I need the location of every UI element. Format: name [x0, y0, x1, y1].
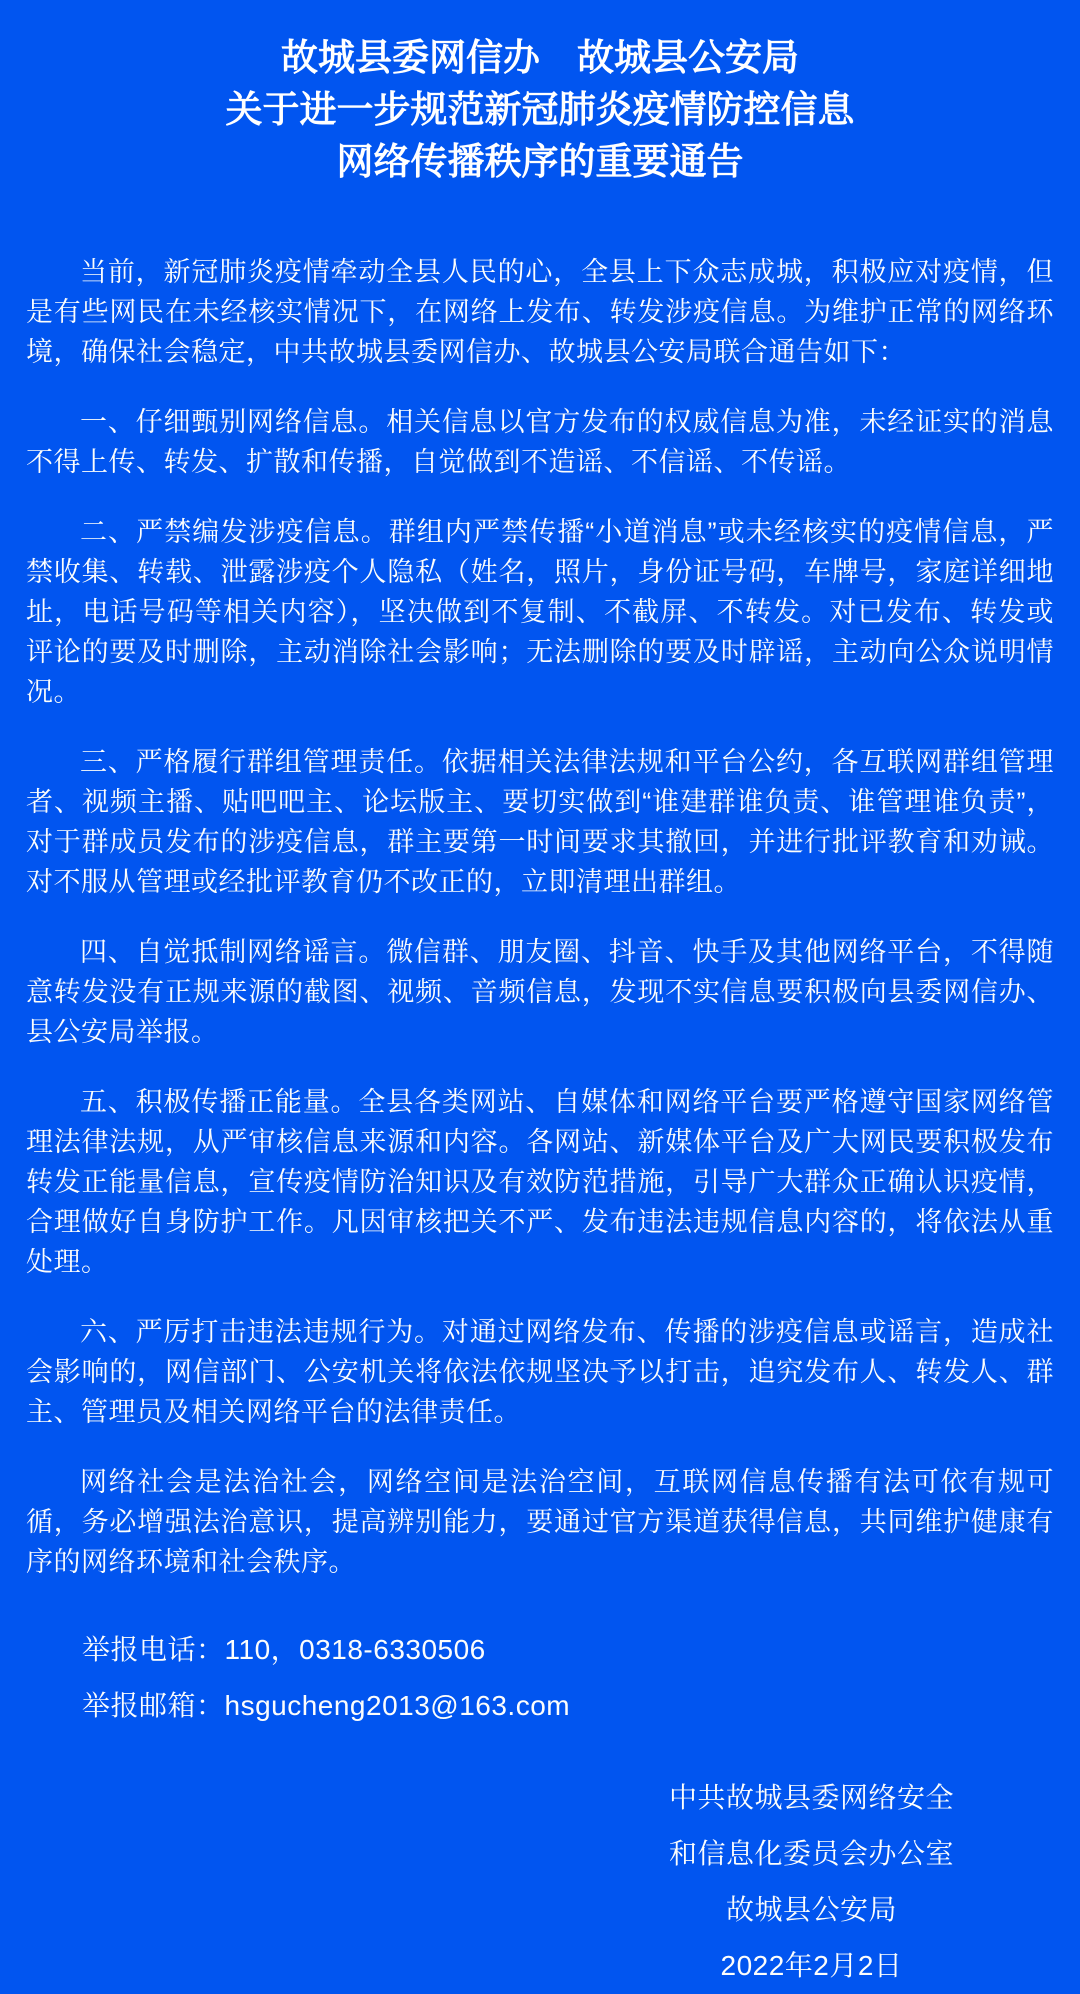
signature-date: 2022年2月2日 — [720, 1950, 903, 1981]
notice-item-3: 三、严格履行群组管理责任。依据相关法律法规和平台公约，各互联网群组管理者、视频主播、贴吧吧主、论坛版主、要切实做到“谁建群谁负责、谁管理谁负责”，对于群成员发布的涉疫信息，群主要第一时间要求其撤回，并进行批评教育和劝诫。对不服从管理或经批评教育仍不改正的，立即清理出群组。 — [26, 747, 1054, 897]
closing-paragraph: 网络社会是法治社会，网络空间是法治空间，互联网信息传播有法可依有规可循，务必增强法治意识，提高辨别能力，要通过官方渠道获得信息，共同维护健康有序的网络环境和社会秩序。 — [26, 1467, 1054, 1577]
notice-item-4: 四、自觉抵制网络谣言。微信群、朋友圈、抖音、快手及其他网络平台，不得随意转发没有正规来源的截图、视频、音频信息，发现不实信息要积极向县委网信办、县公安局举报。 — [26, 937, 1054, 1047]
document-title — [26, 32, 1054, 188]
notice-item-1: 一、仔细甄别网络信息。相关信息以官方发布的权威信息为准，未经证实的消息不得上传、转发、扩散和传播，自觉做到不造谣、不信谣、不传谣。 — [26, 407, 1054, 477]
signature-org-line-2: 和信息化委员会办公室 — [668, 1838, 954, 1869]
notice-item-5: 五、积极传播正能量。全县各类网站、自媒体和网络平台要严格遵守国家网络管理法律法规，从严审核信息来源和内容。各网站、新媒体平台及广大网民要积极发布转发正能量信息，宣传疫情防治知识及有效防范措施，引导广大群众正确认识疫情，合理做好自身防护工作。凡因审核把关不严、发布违法违规信息内容的，将依法从重处理。 — [26, 1087, 1054, 1277]
report-contact-block — [26, 1630, 1054, 1726]
title-line-issuers: 故城县委网信办 故城县公安局 — [281, 37, 799, 78]
signature-org-line-1: 中共故城县委网络安全 — [668, 1782, 954, 1813]
notice-item-2: 二、严禁编发涉疫信息。群组内严禁传播“小道消息”或未经核实的疫情信息，严禁收集、转载、泄露涉疫个人隐私（姓名，照片，身份证号码，车牌号，家庭详细地址，电话号码等相关内容），坚决做到不复制、不截屏、不转发。对已发布、转发或评论的要及时删除，主动消除社会影响；无法删除的要及时辟谣，主动向公众说明情况。 — [26, 517, 1054, 707]
report-email-line: 举报邮箱：hsgucheng2013@163.com — [82, 1690, 571, 1721]
report-phone-line: 举报电话：110，0318-6330506 — [82, 1634, 486, 1665]
notice-item-6: 六、严厉打击违法违规行为。对通过网络发布、传播的涉疫信息或谣言，造成社会影响的，网信部门、公安机关将依法依规坚决予以打击，追究发布人、转发人、群主、管理员及相关网络平台的法律责任。 — [26, 1317, 1054, 1427]
signature-block — [669, 1770, 954, 1994]
title-line-subject: 关于进一步规范新冠肺炎疫情防控信息 — [225, 89, 855, 130]
intro-paragraph: 当前，新冠肺炎疫情牵动全县人民的心，全县上下众志成城，积极应对疫情，但是有些网民在未经核实情况下，在网络上发布、转发涉疫信息。为维护正常的网络环境，确保社会稳定，中共故城县委网信办、故城县公安局联合通告如下： — [26, 257, 1054, 367]
title-line-type: 网络传播秩序的重要通告 — [336, 141, 744, 182]
signature-org-line-3: 故城县公安局 — [725, 1894, 897, 1925]
notice-body — [26, 252, 1054, 1582]
